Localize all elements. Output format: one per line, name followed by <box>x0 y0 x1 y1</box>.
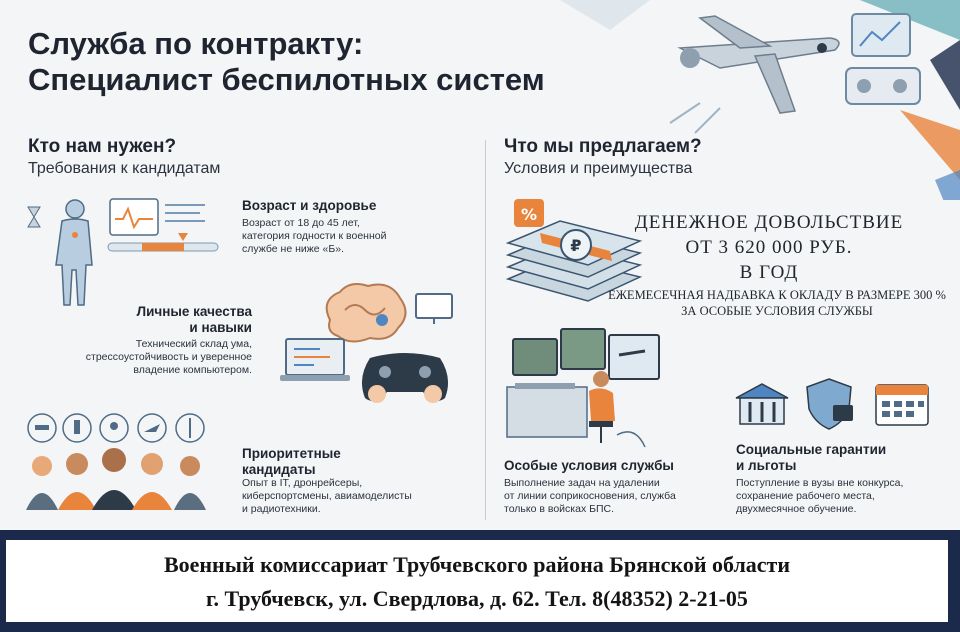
percent-symbol: % <box>520 205 538 224</box>
section-divider <box>485 140 486 520</box>
qualities-line-3: владение компьютером. <box>133 364 252 376</box>
shield-icon <box>803 375 855 431</box>
guarantees-line-2: сохранение рабочего места, <box>736 490 875 502</box>
money-line-1: ДЕНЕЖНОЕ ДОВОЛЬСТВИЕ <box>634 212 904 233</box>
conditions-title: Особые условия службы <box>504 458 674 473</box>
priority-line-2: киберспортсмены, авиамоделисты <box>242 490 412 502</box>
bonus-line-1: ЕЖЕМЕСЕЧНАЯ НАДБАВКА К ОКЛАДУ В РАЗМЕРЕ 300 % <box>608 288 946 302</box>
guarantees-title <box>736 442 886 474</box>
conditions-line-1: Выполнение задач на удалении <box>504 477 660 489</box>
priority-line-1: Опыт в IT, дронрейсеры, <box>242 477 363 489</box>
priority-title-line-1: Приоритетные <box>242 446 341 461</box>
priority-text <box>242 477 412 516</box>
age-line-1: Возраст от 18 до 45 лет, <box>242 217 360 229</box>
qualities-line-2: стрессоустойчивость и уверенное <box>85 351 252 363</box>
age-line-3: службе не ниже «Б». <box>242 243 345 255</box>
control-panel-icon <box>842 10 942 110</box>
conditions-text <box>504 477 676 516</box>
guarantees-title-line-1: Социальные гарантии <box>736 442 887 457</box>
left-heading: Кто нам нужен? <box>28 136 177 157</box>
priority-line-3: и радиотехники. <box>242 503 321 515</box>
money-allowance <box>624 210 914 285</box>
footer-line-1: Военный комиссариат Трубчевского района Брянской области <box>163 552 791 577</box>
qualities-text <box>40 338 252 377</box>
money-line-3: В ГОД <box>739 262 799 283</box>
conditions-line-3: только в войсках БПС. <box>504 503 615 515</box>
right-subheading: Условия и преимущества <box>504 160 693 177</box>
university-icon <box>732 380 792 430</box>
qualities-title-line-2: и навыки <box>189 320 252 335</box>
age-health-title: Возраст и здоровье <box>242 198 377 213</box>
title-line-2: Специалист беспилотных систем <box>28 62 545 97</box>
age-health-text <box>242 217 386 256</box>
money-line-2: ОТ 3 620 000 РУБ. <box>685 237 853 258</box>
monitor-icon <box>414 292 454 326</box>
guarantees-line-3: двухмесячное обучение. <box>736 503 857 515</box>
ruble-symbol: ₽ <box>570 236 582 255</box>
operator-workstation-icon <box>505 325 665 450</box>
body-health-icon <box>20 195 225 315</box>
conditions-line-2: от линии соприкосновения, служба <box>504 490 676 502</box>
money-bonus <box>594 287 960 319</box>
footer-line-2: г. Трубчевск, ул. Свердлова, д. 62. Тел. 8(48352) 2-21-05 <box>206 586 748 611</box>
gamepad-icon <box>355 348 455 410</box>
bonus-line-2: ЗА ОСОБЫЕ УСЛОВИЯ СЛУЖБЫ <box>681 304 873 318</box>
qualities-line-1: Технический склад ума, <box>135 338 252 350</box>
drone-icon <box>660 8 860 138</box>
priority-title <box>242 446 341 478</box>
page-title <box>28 26 545 98</box>
title-line-1: Служба по контракту: <box>28 26 364 61</box>
age-line-2: категория годности к военной <box>242 230 387 242</box>
guarantees-text <box>736 477 903 516</box>
footer-box <box>3 537 951 625</box>
calendar-icon <box>872 377 932 429</box>
laptop-code-icon <box>280 335 350 385</box>
right-heading: Что мы предлагаем? <box>504 136 702 157</box>
guarantees-title-line-2: и льготы <box>736 458 797 473</box>
guarantees-line-1: Поступление в вузы вне конкурса, <box>736 477 904 489</box>
candidates-icon <box>22 410 222 520</box>
priority-title-line-2: кандидаты <box>242 462 316 477</box>
left-subheading: Требования к кандидатам <box>28 160 221 177</box>
qualities-title-line-1: Личные качества <box>136 304 252 319</box>
qualities-title <box>130 304 252 336</box>
